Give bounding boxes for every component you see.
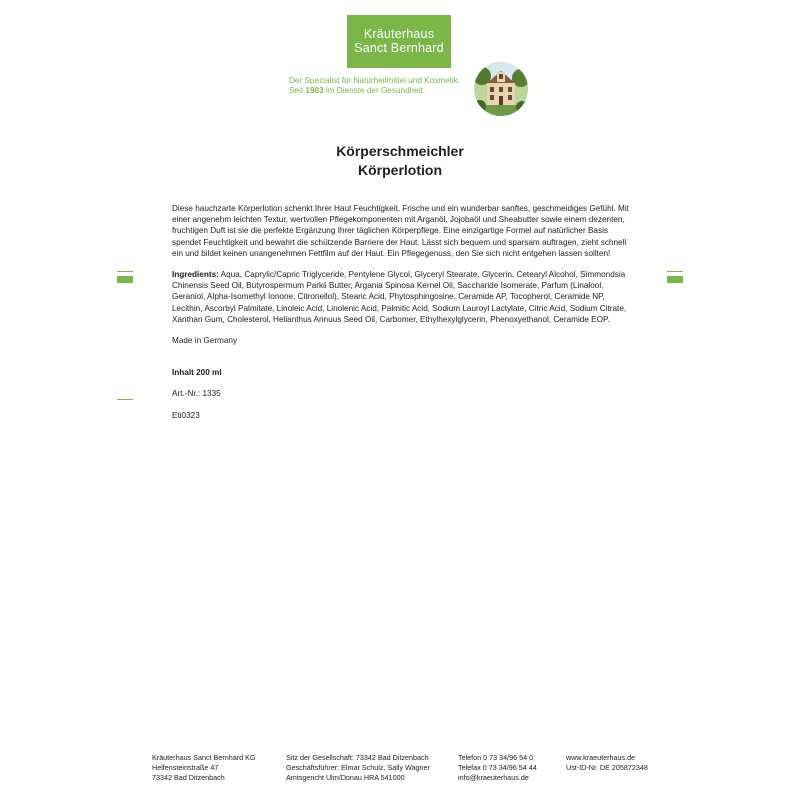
footer-line: Geschäftsführer: Elmar Schulz, Sally Wagner	[286, 762, 430, 772]
footer-line: Telefax 0 73 34/96 54 44	[458, 762, 537, 772]
tagline-year: 1903	[305, 86, 324, 96]
footer-company	[152, 753, 255, 782]
brand-logo	[347, 15, 451, 68]
article-number: Art.-Nr.: 1335	[172, 389, 221, 399]
content-amount: Inhalt 200 ml	[172, 368, 222, 378]
footer-website-link[interactable]: www.kraeuterhaus.de	[566, 753, 636, 762]
footer-line: Telefon 0 73 34/96 54 0	[458, 753, 534, 762]
fold-mark-left-bottom	[117, 399, 133, 400]
product-title-line2: Körperlotion	[358, 162, 442, 178]
building-image-icon	[474, 62, 528, 116]
footer-web	[566, 753, 648, 773]
footer-line: Sitz der Gesellschaft: 73342 Bad Ditzenbach	[286, 753, 429, 762]
tagline-pre: Seit	[289, 86, 306, 96]
product-title	[0, 142, 800, 180]
tagline-post: im Dienste der Gesundheit.	[323, 86, 426, 96]
product-description-block	[172, 203, 630, 431]
footer-line: Helfensteinstraße 47	[152, 762, 219, 772]
label-code: Eti0323	[172, 410, 200, 420]
origin-text: Made in Germany	[172, 336, 238, 346]
fold-mark-right-top	[667, 271, 683, 272]
footer-contact	[458, 753, 537, 782]
fold-mark-left	[117, 276, 133, 283]
ingredients-paragraph	[172, 269, 630, 325]
brand-logo-line2: Sanct Bernhard	[354, 40, 444, 55]
brand-logo-line1: Kräuterhaus	[363, 26, 435, 41]
ingredients-list: Aqua, Caprylic/Capric Triglyceride, Pentylene Glycol, Glyceryl Stearate, Glycerin, Cetearyl Alcohol, Simmondsia Chinensis Seed Oil, Butyrospermum Parkii Butter, Argania Spinosa Kernel Oil, Saccharide Isomerate, Parfum (Linalool, Geraniol, Alpha-Isomethyl Ionone, Citronellol), Stearic Acid, Phytosphingosine, Ceramide AP, Tocopherol, Ceramide NP, Lecithin, Ascorbyl Palmitate, Linoleic Acid, Linolenic Acid, Palmitic Acid, Sodium Lauroyl Lactylate, Citric Acid, Sodium Citrate, Xanthan Gum, Cholesterol, Helianthus Annuus Seed Oil, Carbomer, Ethylhexylglycerin, Phenoxyethanol, Ceramide EOP.	[172, 270, 627, 324]
product-description: Diese hauchzarte Körperlotion schenkt Ihrer Haut Feuchtigkeit, Frische und ein wunderbar sanftes, geschmeidiges Gefühl. Mit einer angenehm leichten Textur, wertvollen Pflegekomponenten mit Arganöl, Jojobaöl und Sheabutter sowie einem dezenten, fruchtigen Duft ist sie die perfekte Ergänzung Ihrer täglichen Körperpflege. Eine einzigartige Formel auf natürlicher Basis spendet Feuchtigkeit und bewahrt die schützende Barriere der Haut. Lässt sich bequem und sparsam auftragen, zieht schnell ein und bildet keinen unangenehmen Fettfilm auf der Haut. Ein Pflegegenuss, den Sie sich nicht entgehen lassen sollten!	[172, 204, 629, 258]
footer-line: 73342 Bad Ditzenbach	[152, 772, 225, 782]
footer-email[interactable]: info@kraeuterhaus.de	[458, 772, 529, 782]
ingredients-label: Ingredients:	[172, 270, 219, 280]
fold-mark-left-top	[117, 271, 133, 272]
product-title-line1: Körperschmeichler	[336, 143, 464, 159]
brand-tagline	[289, 76, 479, 97]
footer-line: Kräuterhaus Sanct Bernhard KG	[152, 753, 256, 762]
footer-legal	[286, 753, 430, 782]
fold-mark-right	[667, 276, 683, 283]
footer-line: Amtsgericht Ulm/Donau HRA 541000	[286, 772, 405, 782]
tagline-line1: Der Spezialist für Naturheilmittel und Kosmetik.	[289, 76, 461, 85]
tagline-line2	[289, 86, 479, 96]
building-photo	[474, 62, 528, 116]
footer-line: Ust-ID-Nr. DE 205872348	[566, 762, 648, 772]
